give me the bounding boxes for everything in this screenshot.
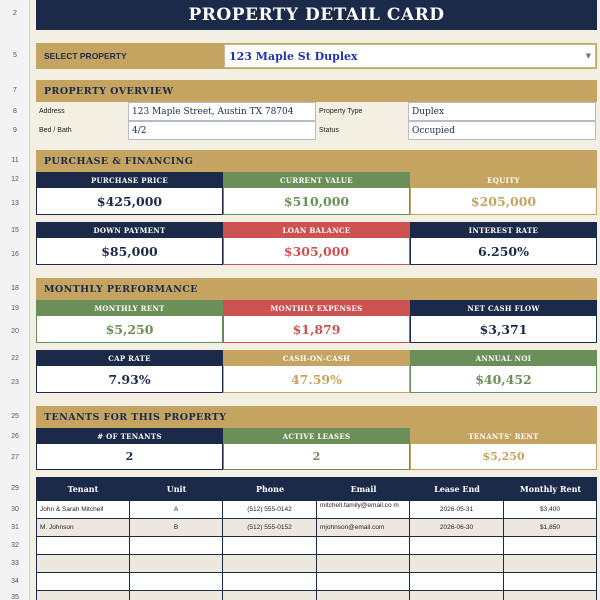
interest-rate-header: INTEREST RATE: [410, 222, 597, 238]
table-cell-phone[interactable]: [223, 591, 317, 600]
row-number[interactable]: 32: [11, 542, 19, 549]
annual-noi-value[interactable]: $40,452: [410, 366, 597, 393]
table-cell-unit[interactable]: [130, 591, 223, 600]
table-cell-tenant[interactable]: [36, 537, 130, 555]
active-leases-header: ACTIVE LEASES: [223, 428, 410, 444]
row-number[interactable]: 25: [11, 413, 19, 420]
net-cash-flow-header: NET CASH FLOW: [410, 300, 597, 316]
table-cell-unit[interactable]: [130, 573, 223, 591]
interest-rate-value[interactable]: 6.250%: [410, 238, 597, 265]
num-tenants-value[interactable]: 2: [36, 444, 223, 470]
column-header-email[interactable]: Email: [317, 477, 410, 501]
cap-rate-header: CAP RATE: [36, 350, 223, 366]
table-row: [36, 591, 597, 600]
row-number[interactable]: 8: [13, 108, 17, 115]
row-number[interactable]: 29: [11, 485, 19, 492]
table-cell-lease-end[interactable]: [410, 573, 504, 591]
table-row: [36, 519, 597, 537]
table-cell-phone[interactable]: [223, 555, 317, 573]
active-leases-value[interactable]: 2: [223, 444, 410, 470]
table-cell-email[interactable]: [317, 555, 410, 573]
row-number[interactable]: 27: [11, 454, 19, 461]
table-cell-tenant[interactable]: John & Sarah Mitchell: [36, 501, 130, 519]
cash-on-cash-value[interactable]: 47.59%: [223, 366, 410, 393]
down-payment-value[interactable]: $85,000: [36, 238, 223, 265]
current-value-value[interactable]: $510,000: [223, 188, 410, 215]
table-cell-lease-end[interactable]: [410, 537, 504, 555]
status-field[interactable]: Occupied: [408, 121, 596, 140]
current-value-header: CURRENT VALUE: [223, 172, 410, 188]
select-property-dropdown[interactable]: [224, 44, 596, 68]
table-cell-phone[interactable]: (512) 555-0142: [223, 501, 317, 519]
chevron-down-icon[interactable]: ▼: [585, 52, 591, 60]
purchase-price-header: PURCHASE PRICE: [36, 172, 223, 188]
table-cell-tenant[interactable]: [36, 591, 130, 600]
table-row: [36, 501, 597, 519]
monthly-expenses-header: MONTHLY EXPENSES: [223, 300, 410, 316]
table-cell-email[interactable]: [317, 591, 410, 600]
table-cell-phone[interactable]: [223, 573, 317, 591]
table-cell-email[interactable]: mitchell.family@email.co m: [317, 501, 410, 519]
table-cell-email[interactable]: [317, 537, 410, 555]
equity-header: EQUITY: [410, 172, 597, 188]
row-number[interactable]: 34: [11, 578, 19, 585]
table-cell-lease-end[interactable]: [410, 555, 504, 573]
table-row: [36, 537, 597, 555]
table-cell-unit[interactable]: [130, 537, 223, 555]
table-cell-unit[interactable]: B: [130, 519, 223, 537]
column-header-tenant[interactable]: Tenant: [36, 477, 130, 501]
monthly-rent-header: MONTHLY RENT: [36, 300, 223, 316]
net-cash-flow-value[interactable]: $3,371: [410, 316, 597, 343]
row-number[interactable]: 20: [11, 328, 19, 335]
row-number[interactable]: 30: [11, 506, 19, 513]
cap-rate-value[interactable]: 7.93%: [36, 366, 223, 393]
tenant-table-body: [36, 501, 597, 600]
address-label: Address: [39, 108, 65, 115]
table-cell-phone[interactable]: (512) 555-0152: [223, 519, 317, 537]
table-cell-tenant[interactable]: [36, 555, 130, 573]
section-header-property-overview: PROPERTY OVERVIEW: [36, 80, 597, 102]
row-number[interactable]: 11: [11, 157, 19, 164]
property-type-label: Property Type: [319, 108, 363, 115]
row-number[interactable]: 22: [11, 355, 19, 362]
table-cell-monthly-rent[interactable]: [504, 537, 597, 555]
row-number[interactable]: 5: [13, 52, 17, 59]
monthly-expenses-value[interactable]: $1,879: [223, 316, 410, 343]
status-label: Status: [319, 127, 339, 134]
table-row: [36, 573, 597, 591]
select-property-value: 123 Maple St Duplex: [229, 49, 358, 63]
spreadsheet-sheet: [30, 0, 600, 600]
row-number[interactable]: 9: [13, 127, 17, 134]
monthly-rent-value[interactable]: $5,250: [36, 316, 223, 343]
table-cell-tenant[interactable]: M. Johnson: [36, 519, 130, 537]
table-cell-monthly-rent[interactable]: [504, 573, 597, 591]
tenant-table: [36, 477, 597, 600]
row-number[interactable]: 35: [11, 594, 19, 600]
bed-bath-label: Bed / Bath: [39, 127, 72, 134]
num-tenants-header: # OF TENANTS: [36, 428, 223, 444]
row-number[interactable]: 12: [11, 176, 19, 183]
section-header-tenants: TENANTS FOR THIS PROPERTY: [36, 406, 597, 428]
loan-balance-value[interactable]: $305,000: [223, 238, 410, 265]
table-cell-phone[interactable]: [223, 537, 317, 555]
row-number[interactable]: 19: [11, 305, 19, 312]
property-type-field[interactable]: Duplex: [408, 102, 596, 121]
section-header-purchase-financing: PURCHASE & FINANCING: [36, 150, 597, 172]
page-title: PROPERTY DETAIL CARD: [36, 0, 597, 30]
row-number[interactable]: 7: [13, 87, 17, 94]
table-cell-lease-end[interactable]: [410, 591, 504, 600]
row-number[interactable]: 31: [11, 524, 19, 531]
equity-value[interactable]: $205,000: [410, 188, 597, 215]
row-number[interactable]: 13: [11, 200, 19, 207]
tenants-rent-header: TENANTS' RENT: [410, 428, 597, 444]
table-cell-unit[interactable]: A: [130, 501, 223, 519]
bed-bath-field[interactable]: 4/2: [128, 121, 316, 140]
table-cell-tenant[interactable]: [36, 573, 130, 591]
purchase-price-value[interactable]: $425,000: [36, 188, 223, 215]
row-number[interactable]: 2: [13, 10, 17, 17]
table-cell-lease-end[interactable]: 2026-06-30: [410, 519, 504, 537]
section-header-monthly-performance: MONTHLY PERFORMANCE: [36, 278, 597, 300]
column-header-monthly-rent[interactable]: Monthly Rent: [504, 477, 597, 501]
table-cell-unit[interactable]: [130, 555, 223, 573]
table-cell-monthly-rent[interactable]: [504, 591, 597, 600]
column-header-unit[interactable]: Unit: [130, 477, 223, 501]
table-cell-monthly-rent[interactable]: $3,400: [504, 501, 597, 519]
down-payment-header: DOWN PAYMENT: [36, 222, 223, 238]
row-number[interactable]: 23: [11, 379, 19, 386]
table-cell-lease-end[interactable]: 2026-05-31: [410, 501, 504, 519]
table-cell-email[interactable]: [317, 573, 410, 591]
loan-balance-header: LOAN BALANCE: [223, 222, 410, 238]
row-number[interactable]: 16: [11, 251, 19, 258]
table-cell-monthly-rent[interactable]: [504, 555, 597, 573]
tenant-table-header-row: [36, 477, 597, 501]
select-property-label: SELECT PROPERTY: [44, 51, 127, 61]
column-header-lease-end[interactable]: Lease End: [410, 477, 504, 501]
column-header-phone[interactable]: Phone: [223, 477, 317, 501]
row-number[interactable]: 26: [11, 433, 19, 440]
cash-on-cash-header: CASH-ON-CASH: [223, 350, 410, 366]
annual-noi-header: ANNUAL NOI: [410, 350, 597, 366]
table-cell-email[interactable]: mjohnson@email.com: [317, 519, 410, 537]
address-field[interactable]: 123 Maple Street, Austin TX 78704: [128, 102, 316, 121]
row-number-gutter: [0, 0, 30, 600]
table-cell-monthly-rent[interactable]: $1,850: [504, 519, 597, 537]
row-number[interactable]: 18: [11, 285, 19, 292]
tenants-rent-value[interactable]: $5,250: [410, 444, 597, 470]
table-row: [36, 555, 597, 573]
row-number[interactable]: 33: [11, 560, 19, 567]
row-number[interactable]: 15: [11, 227, 19, 234]
